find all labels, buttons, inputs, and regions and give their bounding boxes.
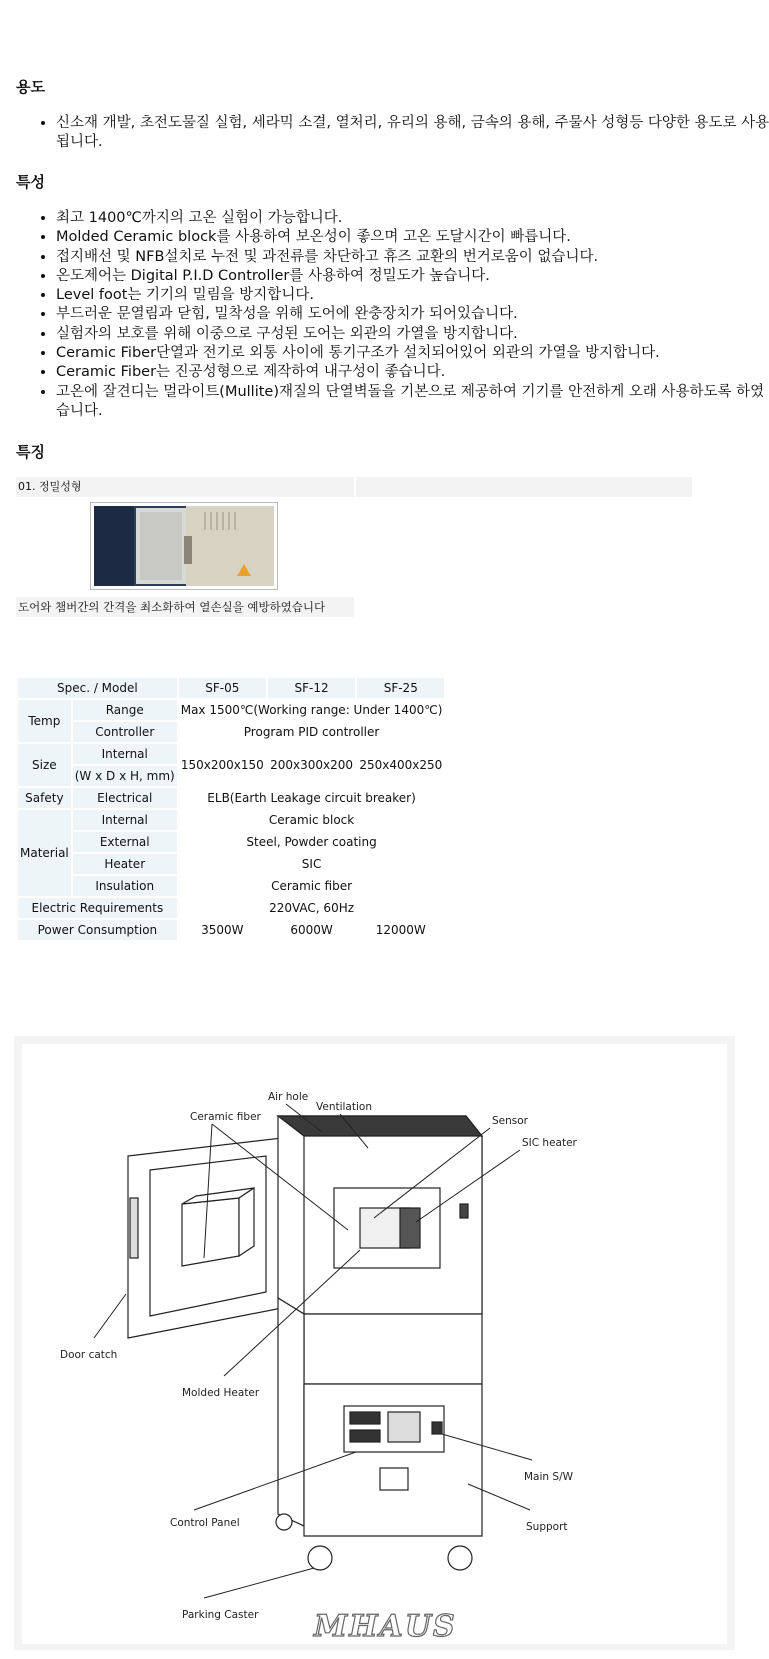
label-door-catch: Door catch — [60, 1349, 118, 1361]
group-cell: Temp — [18, 700, 71, 742]
usage-heading: 용도 — [16, 78, 45, 96]
group-cell: Size — [18, 744, 71, 786]
usage-list — [38, 114, 769, 153]
table-row — [18, 722, 444, 742]
property-item: • 부드러운 문열림과 닫힘, 밀착성을 위해 도어에 완충장치가 되어있습니다. — [56, 305, 769, 324]
label-cell: Controller — [73, 722, 177, 742]
properties-list — [38, 209, 769, 421]
properties-heading: 특성 — [16, 173, 45, 191]
model-header-cell: SF-25 — [357, 678, 444, 698]
label-cell: Heater — [73, 854, 177, 874]
table-row — [18, 744, 444, 764]
property-item: • 고온에 잘견디는 멀라이트(Mullite)재질의 단열벽돌을 기본으로 제공하여 기기를 안전하게 오래 사용하도록 하였습니다. — [56, 383, 769, 422]
label-molded-heater: Molded Heater — [182, 1387, 260, 1399]
model-header-cell: SF-12 — [268, 678, 355, 698]
group-cell: Safety — [18, 788, 71, 808]
table-row — [18, 898, 444, 918]
furnace-diagram — [14, 1036, 735, 1650]
door-gap-photo — [94, 506, 274, 586]
label-parking-caster: Parking Caster — [182, 1609, 259, 1621]
value-cell: 3500W — [201, 923, 244, 937]
label-cell: Insulation — [73, 876, 177, 896]
table-row — [18, 700, 444, 720]
property-item: • 온도제어는 Digital P.I.D Controller를 사용하여 정밀도가 높습니다. — [56, 267, 769, 286]
label-main-sw: Main S/W — [524, 1471, 573, 1483]
label-sensor: Sensor — [492, 1115, 528, 1127]
table-row — [18, 876, 444, 896]
furnace-diagram-svg — [14, 1036, 735, 1650]
value-cell: 250x400x250 — [359, 758, 443, 772]
label-cell: Internal — [73, 744, 177, 764]
label-ceramic-fiber: Ceramic fiber — [190, 1111, 261, 1123]
label-ventilation: Ventilation — [316, 1101, 372, 1113]
label-cell: Range — [73, 700, 177, 720]
value-cell: ELB(Earth Leakage circuit breaker) — [207, 791, 416, 805]
value-cell: 6000W — [290, 923, 333, 937]
feature-title-bar-spacer — [356, 477, 692, 497]
model-header-cell: SF-05 — [179, 678, 266, 698]
label-air-hole: Air hole — [268, 1091, 309, 1103]
brand-logo: MHAUS — [314, 1609, 457, 1644]
property-item: • 최고 1400℃까지의 고온 실험이 가능합니다. — [56, 209, 769, 228]
label-cell: Power Consumption — [18, 920, 177, 940]
features-heading: 특징 — [16, 443, 45, 461]
table-row — [18, 854, 444, 874]
spec-header-cell: Spec. / Model — [18, 678, 177, 698]
value-cell: 150x200x150 — [180, 758, 264, 772]
table-row — [18, 832, 444, 852]
property-item: • Molded Ceramic block를 사용하여 보온성이 좋으며 고온 도달시간이 빠릅니다. — [56, 228, 769, 247]
property-item: • Ceramic Fiber단열과 전기로 외통 사이에 통기구조가 설치되어있어 외관의 가열을 방지합니다. — [56, 344, 769, 363]
label-cell: (W x D x H, mm) — [73, 766, 177, 786]
property-item: • 실험자의 보호를 위해 이중으로 구성된 도어는 외관의 가열을 방지합니다. — [56, 325, 769, 344]
value-cell: Steel, Powder coating — [246, 835, 377, 849]
feature-item-title: 01. 정밀성형 — [16, 477, 354, 497]
label-support: Support — [526, 1521, 568, 1533]
property-item: • 접지배선 및 NFB설치로 누전 및 과전류를 차단하고 휴즈 교환의 번거로움이 없습니다. — [56, 248, 769, 267]
label-sic-heater: SIC heater — [522, 1137, 577, 1149]
label-cell: Electrical — [73, 788, 177, 808]
group-cell: Material — [18, 810, 71, 896]
value-cell: Max 1500℃(Working range: Under 1400℃) — [180, 703, 443, 717]
value-cell: 220VAC, 60Hz — [269, 901, 355, 915]
label-cell: Electric Requirements — [18, 898, 177, 918]
value-cell: SIC — [301, 857, 322, 871]
usage-item: • 신소재 개발, 초전도물질 실험, 세라믹 소결, 열처리, 유리의 용해, 금속의 용해, 주물사 성형등 다양한 용도로 사용됩니다. — [56, 114, 769, 153]
table-row — [18, 788, 444, 808]
value-cell: 12000W — [375, 923, 426, 937]
spec-table — [16, 676, 446, 942]
value-cell: 200x300x200 — [270, 758, 353, 772]
value-cell: Ceramic fiber — [271, 879, 353, 893]
table-row — [18, 810, 444, 830]
label-cell: External — [73, 832, 177, 852]
table-row — [18, 920, 444, 940]
table-row — [18, 678, 444, 698]
value-cell: Program PID controller — [243, 725, 380, 739]
property-item: • Level foot는 기기의 밀림을 방지합니다. — [56, 286, 769, 305]
property-item: • Ceramic Fiber는 진공성형으로 제작하여 내구성이 좋습니다. — [56, 363, 769, 382]
label-control-panel: Control Panel — [170, 1517, 240, 1529]
value-cell: Ceramic block — [268, 813, 355, 827]
feature-caption: 도어와 챔버간의 간격을 최소화하여 열손실을 예방하였습니다 — [16, 597, 354, 617]
feature-photo — [90, 502, 278, 590]
label-cell: Internal — [73, 810, 177, 830]
